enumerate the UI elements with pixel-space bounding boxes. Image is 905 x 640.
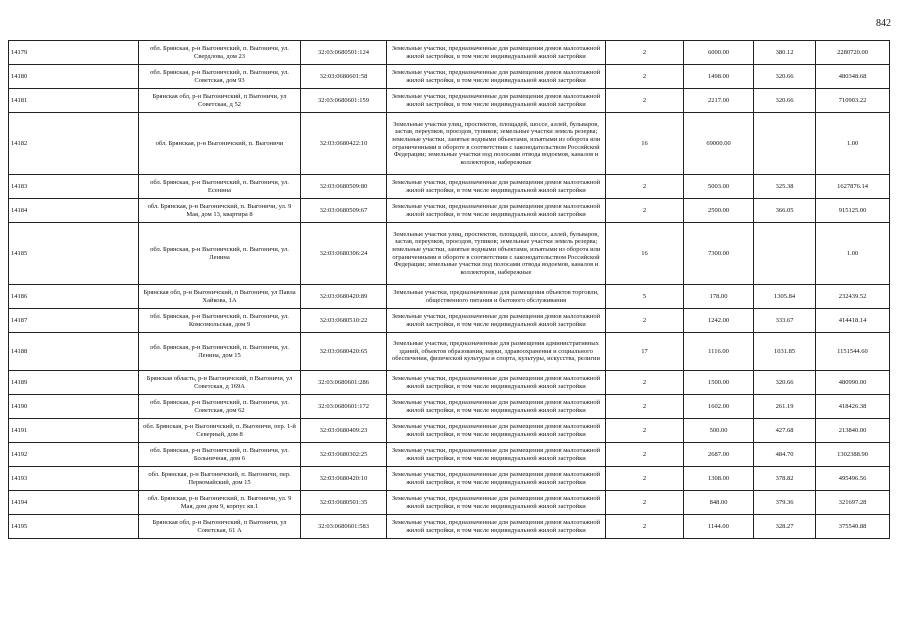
- cadastral-number-cell: 32:03:0680420:65: [301, 333, 387, 371]
- cadastral-number-cell: 32:03:0680501:35: [301, 491, 387, 515]
- specific-value-cell: [754, 113, 816, 175]
- table-row: [9, 491, 890, 515]
- cadastral-number-cell: 32:03:0680509:67: [301, 199, 387, 223]
- land-use-cell: Земельные участки, предназначенные для размещения административных зданий, объектов образования, науки, здравоохранения и социального обеспечения, физической культуры и спорта, культуры, искусства, религии: [387, 333, 606, 371]
- row-number: 14192: [9, 443, 139, 467]
- cadastral-number-cell: 32:03:0680510:22: [301, 309, 387, 333]
- specific-value-cell: 366.05: [754, 199, 816, 223]
- table-row: [9, 309, 890, 333]
- area-cell: 2217.00: [684, 89, 754, 113]
- cadastral-number-cell: 32:03:0680501:124: [301, 41, 387, 65]
- address-cell: обл. Брянская, р-н Выгоничский, п. Выгоничи, ул. Больничная, дом 6: [139, 443, 301, 467]
- specific-value-cell: 320.66: [754, 65, 816, 89]
- specific-value-cell: 320.66: [754, 89, 816, 113]
- cadastral-value-cell: 2280720.00: [816, 41, 890, 65]
- row-number: 14188: [9, 333, 139, 371]
- land-use-cell: Земельные участки, предназначенные для размещения домов малоэтажной жилой застройки, в том числе индивидуальной жилой застройки: [387, 199, 606, 223]
- cadastral-value-cell: 1627876.14: [816, 175, 890, 199]
- group-code-cell: 2: [606, 467, 684, 491]
- land-use-cell: Земельные участки, предназначенные для размещения домов малоэтажной жилой застройки, в том числе индивидуальной жилой застройки: [387, 65, 606, 89]
- group-code-cell: 2: [606, 309, 684, 333]
- area-cell: 2687.00: [684, 443, 754, 467]
- table-row: [9, 41, 890, 65]
- page-number: 842: [876, 18, 891, 29]
- group-code-cell: 2: [606, 199, 684, 223]
- row-number: 14179: [9, 41, 139, 65]
- cadastral-number-cell: 32:03:0680409:23: [301, 419, 387, 443]
- row-number: 14189: [9, 371, 139, 395]
- group-code-cell: 2: [606, 443, 684, 467]
- table-row: [9, 515, 890, 539]
- address-cell: обл. Брянская, р-н Выгоничский, п. Выгоничи, ул. Ленина: [139, 223, 301, 285]
- address-cell: обл. Брянская, р-н Выгоничский, п. Выгоничи, ул. 9 Мая, дом 13, квартира 8: [139, 199, 301, 223]
- row-number: 14191: [9, 419, 139, 443]
- address-cell: Брянская область, р-н Выгоничский, п Выгоничи, ул Советская, д 169А: [139, 371, 301, 395]
- table-row: [9, 371, 890, 395]
- land-use-cell: Земельные участки, предназначенные для размещения домов малоэтажной жилой застройки, в том числе индивидуальной жилой застройки: [387, 395, 606, 419]
- area-cell: 1144.00: [684, 515, 754, 539]
- land-use-cell: Земельные участки, предназначенные для размещения домов малоэтажной жилой застройки, в том числе индивидуальной жилой застройки: [387, 515, 606, 539]
- table-row: [9, 175, 890, 199]
- address-cell: обл. Брянская, р-н Выгоничский, п. Выгоничи, ул. 9 Мая, дом дом 9, корпус кв.1: [139, 491, 301, 515]
- specific-value-cell: 427.68: [754, 419, 816, 443]
- row-number: 14183: [9, 175, 139, 199]
- group-code-cell: 2: [606, 491, 684, 515]
- specific-value-cell: 1031.85: [754, 333, 816, 371]
- cadastral-number-cell: 32:03:0680601:172: [301, 395, 387, 419]
- cadastral-number-cell: 32:03:0680601:286: [301, 371, 387, 395]
- row-number: 14193: [9, 467, 139, 491]
- table-row: [9, 285, 890, 309]
- group-code-cell: 16: [606, 113, 684, 175]
- address-cell: обл. Брянская, р-н Выгоничский, п. Выгоничи: [139, 113, 301, 175]
- row-number: 14181: [9, 89, 139, 113]
- area-cell: 1242.00: [684, 309, 754, 333]
- land-use-cell: Земельные участки улиц, проспектов, площадей, шоссе, аллей, бульваров, застав, переулков, проездов, тупиков; земельные участки земель резерва; земельные участки, занятые водными объектами, изъятыми из оборота или ограниченными в обороте в соответствии с законодательством Российской Федерации; земельные участки под полосами отвода водоемов, каналов и коллекторов, набережные: [387, 223, 606, 285]
- table-row: [9, 467, 890, 491]
- cadastral-value-cell: 414418.14: [816, 309, 890, 333]
- address-cell: обл. Брянская, р-н Выгоничский, п. Выгоничи, ул. Есенина: [139, 175, 301, 199]
- row-number: 14184: [9, 199, 139, 223]
- area-cell: 1116.00: [684, 333, 754, 371]
- land-use-cell: Земельные участки, предназначенные для размещения объектов торговли, общественного питания и бытового обслуживания: [387, 285, 606, 309]
- land-use-cell: Земельные участки, предназначенные для размещения домов малоэтажной жилой застройки, в том числе индивидуальной жилой застройки: [387, 467, 606, 491]
- cadastral-value-table: [8, 40, 890, 539]
- table-body: [9, 41, 890, 539]
- group-code-cell: 5: [606, 285, 684, 309]
- area-cell: 1498.00: [684, 65, 754, 89]
- group-code-cell: 2: [606, 89, 684, 113]
- address-cell: обл. Брянская, р-н Выгоничский, п. Выгоничи, ул. Советская, дом 93: [139, 65, 301, 89]
- table-row: [9, 395, 890, 419]
- land-use-cell: Земельные участки, предназначенные для размещения домов малоэтажной жилой застройки, в том числе индивидуальной жилой застройки: [387, 419, 606, 443]
- cadastral-value-cell: 480990.00: [816, 371, 890, 395]
- cadastral-value-cell: 321697.28: [816, 491, 890, 515]
- row-number: 14182: [9, 113, 139, 175]
- address-cell: обл. Брянская, р-н Выгоничский, п. Выгоничи, ул. Ленина, дом 15: [139, 333, 301, 371]
- land-use-cell: Земельные участки, предназначенные для размещения домов малоэтажной жилой застройки, в том числе индивидуальной жилой застройки: [387, 175, 606, 199]
- group-code-cell: 17: [606, 333, 684, 371]
- specific-value-cell: 380.12: [754, 41, 816, 65]
- cadastral-number-cell: 32:03:0680601:159: [301, 89, 387, 113]
- table-row: [9, 443, 890, 467]
- land-use-cell: Земельные участки, предназначенные для размещения домов малоэтажной жилой застройки, в том числе индивидуальной жилой застройки: [387, 309, 606, 333]
- land-use-cell: Земельные участки, предназначенные для размещения домов малоэтажной жилой застройки, в том числе индивидуальной жилой застройки: [387, 41, 606, 65]
- area-cell: 500.00: [684, 419, 754, 443]
- group-code-cell: 2: [606, 371, 684, 395]
- area-cell: 848.00: [684, 491, 754, 515]
- specific-value-cell: 320.66: [754, 371, 816, 395]
- cadastral-value-cell: 480348.68: [816, 65, 890, 89]
- cadastral-number-cell: 32:03:0680509:80: [301, 175, 387, 199]
- cadastral-value-cell: 213840.00: [816, 419, 890, 443]
- area-cell: 1602.00: [684, 395, 754, 419]
- row-number: 14195: [9, 515, 139, 539]
- address-cell: обл. Брянская, р-н Выгоничский, п. Выгоничи, ул. Комсомольская, дом 9: [139, 309, 301, 333]
- area-cell: 1500.00: [684, 371, 754, 395]
- area-cell: 178.00: [684, 285, 754, 309]
- address-cell: обл. Брянская, р-н Выгоничский, п. Выгоничи, ул. Советская, дом 62: [139, 395, 301, 419]
- table-row: [9, 89, 890, 113]
- group-code-cell: 2: [606, 41, 684, 65]
- cadastral-number-cell: 32:03:0680420:89: [301, 285, 387, 309]
- row-number: 14194: [9, 491, 139, 515]
- cadastral-value-cell: 1302388.90: [816, 443, 890, 467]
- specific-value-cell: 328.27: [754, 515, 816, 539]
- area-cell: 5003.00: [684, 175, 754, 199]
- address-cell: обл. Брянская, р-н Выгоничский, п. Выгоничи, пер. Первомайский, дом 15: [139, 467, 301, 491]
- group-code-cell: 2: [606, 395, 684, 419]
- land-use-cell: Земельные участки, предназначенные для размещения домов малоэтажной жилой застройки, в том числе индивидуальной жилой застройки: [387, 443, 606, 467]
- row-number: 14180: [9, 65, 139, 89]
- cadastral-value-cell: 232439.52: [816, 285, 890, 309]
- address-cell: обл. Брянская, р-н Выгоничский, п. Выгоничи, ул. Свердлова, дом 23: [139, 41, 301, 65]
- cadastral-value-cell: 1151544.60: [816, 333, 890, 371]
- land-use-cell: Земельные участки, предназначенные для размещения домов малоэтажной жилой застройки, в том числе индивидуальной жилой застройки: [387, 491, 606, 515]
- cadastral-value-cell: 915125.00: [816, 199, 890, 223]
- specific-value-cell: 325.38: [754, 175, 816, 199]
- land-use-cell: Земельные участки, предназначенные для размещения домов малоэтажной жилой застройки, в том числе индивидуальной жилой застройки: [387, 371, 606, 395]
- group-code-cell: 2: [606, 515, 684, 539]
- row-number: 14187: [9, 309, 139, 333]
- cadastral-value-cell: 495496.56: [816, 467, 890, 491]
- area-cell: 7300.00: [684, 223, 754, 285]
- cadastral-number-cell: 32:03:0680601:58: [301, 65, 387, 89]
- address-cell: Брянская обл, р-н Выгоничский, п Выгоничи, ул Советская, 61 А: [139, 515, 301, 539]
- address-cell: Брянская обл, р-н Выгоничский, п Выгоничи, ул Советская, д 52: [139, 89, 301, 113]
- group-code-cell: 16: [606, 223, 684, 285]
- cadastral-value-cell: 375540.88: [816, 515, 890, 539]
- area-cell: 6000.00: [684, 41, 754, 65]
- specific-value-cell: 261.19: [754, 395, 816, 419]
- table-row: [9, 65, 890, 89]
- address-cell: обл. Брянская, р-н Выгоничский, п. Выгоничи, пер. 1-й Северный, дом 8: [139, 419, 301, 443]
- area-cell: 1308.00: [684, 467, 754, 491]
- cadastral-number-cell: 32:03:0680306:24: [301, 223, 387, 285]
- row-number: 14186: [9, 285, 139, 309]
- cadastral-number-cell: 32:03:0680601:583: [301, 515, 387, 539]
- row-number: 14190: [9, 395, 139, 419]
- group-code-cell: 2: [606, 175, 684, 199]
- table-row: [9, 223, 890, 285]
- land-use-cell: Земельные участки, предназначенные для размещения домов малоэтажной жилой застройки, в том числе индивидуальной жилой застройки: [387, 89, 606, 113]
- specific-value-cell: 379.36: [754, 491, 816, 515]
- specific-value-cell: [754, 223, 816, 285]
- row-number: 14185: [9, 223, 139, 285]
- area-cell: 2500.00: [684, 199, 754, 223]
- cadastral-number-cell: 32:03:0680420:10: [301, 467, 387, 491]
- table-row: [9, 333, 890, 371]
- specific-value-cell: 333.67: [754, 309, 816, 333]
- cadastral-value-cell: 1.00: [816, 113, 890, 175]
- group-code-cell: 2: [606, 419, 684, 443]
- cadastral-value-cell: 710903.22: [816, 89, 890, 113]
- specific-value-cell: 378.82: [754, 467, 816, 491]
- table-row: [9, 113, 890, 175]
- area-cell: 69000.00: [684, 113, 754, 175]
- table-row: [9, 419, 890, 443]
- cadastral-value-cell: 418426.38: [816, 395, 890, 419]
- group-code-cell: 2: [606, 65, 684, 89]
- cadastral-value-cell: 1.00: [816, 223, 890, 285]
- cadastral-number-cell: 32:03:0680302:25: [301, 443, 387, 467]
- specific-value-cell: 1305.84: [754, 285, 816, 309]
- specific-value-cell: 484.70: [754, 443, 816, 467]
- cadastral-number-cell: 32:03:0680422:10: [301, 113, 387, 175]
- land-use-cell: Земельные участки улиц, проспектов, площадей, шоссе, аллей, бульваров, застав, переулков, проездов, тупиков; земельные участки земель резерва; земельные участки, занятые водными объектами, изъятыми из оборота или ограниченными в обороте в соответствии с законодательством Российской Федерации; земельные участки под полосами отвода водоемов, каналов и коллекторов, набережные: [387, 113, 606, 175]
- table-row: [9, 199, 890, 223]
- address-cell: Брянская обл, р-н Выгоничский, п Выгоничи, ул Павла Хайкова, 1А: [139, 285, 301, 309]
